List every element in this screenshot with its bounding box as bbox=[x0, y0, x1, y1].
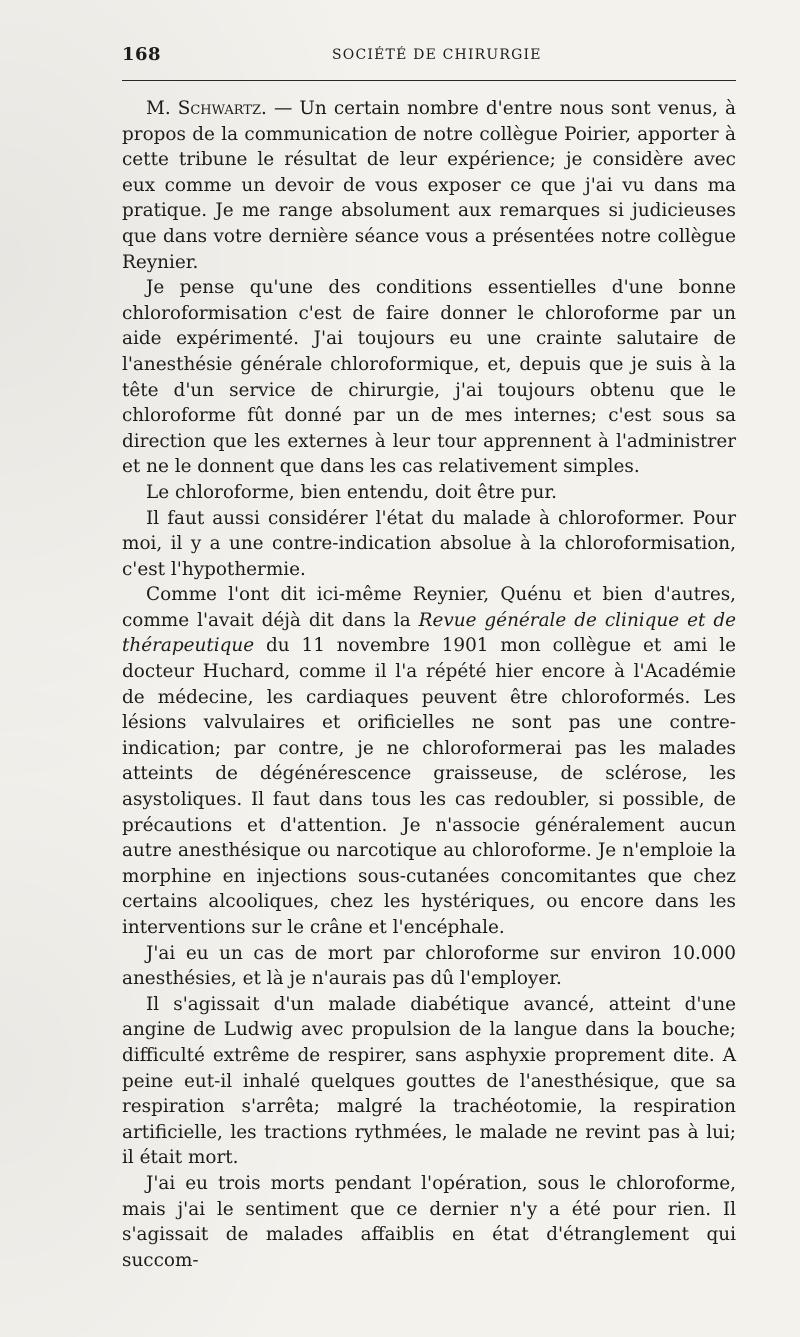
paragraph-text: du 11 novembre 1901 mon collègue et ami le docteur Huchard, comme il l'a répété hier encore à l'Académie de médecine, les cardiaques peuvent être chloroformés. Les lésions valvulaires et orificielles ne sont pas une contre-indication; par contre, je ne chloroformerai pas les malades atteints de dégénérescence graisseuse, de sclérose, les asystoliques. Il faut dans tous les cas redoubler, si possible, de précautions et d'attention. Je n'associe généralement aucun autre anesthésique ou narcotique au chloroforme. Je n'emploie la morphine en injections sous-cutanées concomitantes que chez certains alcooliques, chez les hystériques, ou encore dans les interventions sur le crâne et l'encéphale. bbox=[122, 635, 736, 938]
paragraph-three-deaths bbox=[122, 1171, 736, 1273]
page-number: 168 bbox=[122, 44, 162, 65]
paragraph-text: Je pense qu'une des conditions essentielles d'une bonne chloroformisation c'est de faire donner le chloroforme par un aide expérimenté. J'ai toujours eu une crainte salutaire de l'anesthésie générale chloroformique, et, depuis que je suis à la tête d'un service de chirurgie, j'ai toujours obtenu que le chloroforme fût donné par un de mes internes; c'est sous sa direction que les externes à leur tour apprennent à l'administrer et ne le donnent que dans les cas relativement simples. bbox=[122, 277, 736, 478]
paragraph-text: Il s'agissait d'un malade diabétique avancé, atteint d'une angine de Ludwig avec propulsion de la langue dans la bouche; difficulté extrême de respirer, sans asphyxie proprement dite. A peine eut-il inhalé quelques gouttes de l'anesthésique, que sa respiration s'arrêta; malgré la trachéotomie, la respiration artificielle, les tractions rythmées, le malade ne revint pas à lui; il était mort. bbox=[122, 993, 736, 1169]
body-text bbox=[122, 96, 736, 1273]
paragraph-diabetic-patient bbox=[122, 992, 736, 1171]
paragraph-schwartz-intro bbox=[122, 96, 736, 275]
running-title: SOCIÉTÉ DE CHIRURGIE bbox=[332, 47, 542, 63]
speaker-name: M. Schwartz. bbox=[146, 98, 267, 119]
journal-title: Revue générale de clinique et de thérapeutique bbox=[122, 609, 736, 657]
paragraph-conditions bbox=[122, 275, 736, 480]
paragraph-text: J'ai eu un cas de mort par chloroforme sur environ 10.000 anesthésies, et là je n'aurais pas dû l'employer. bbox=[122, 942, 736, 990]
paragraph-text: Il faut aussi considérer l'état du malade à chloroformer. Pour moi, il y a une contre-indication absolue à la chloroformisation, c'est l'hypothermie. bbox=[122, 507, 736, 580]
paragraph-cardiac-patients bbox=[122, 582, 736, 940]
paragraph-text: — Un certain nombre d'entre nous sont venus, à propos de la communication de notre collègue Poirier, apporter à cette tribune le résultat de leur expérience; je considère avec eux comme un devoir de vous exposer ce que j'ai vu dans ma pratique. Je me range absolument aux remarques si judicieuses que dans votre dernière séance vous a présentées notre collègue Reynier. bbox=[122, 98, 736, 273]
paragraph-text: Le chloroforme, bien entendu, doit être pur. bbox=[146, 481, 557, 503]
header-rule bbox=[122, 80, 736, 81]
paragraph-hypothermia bbox=[122, 506, 736, 583]
paragraph-text: Comme l'ont dit ici-même Reynier, Quénu et bien d'autres, comme l'avait déjà dit dans la bbox=[122, 584, 736, 631]
paragraph-text: J'ai eu trois morts pendant l'opération, sous le chloroforme, mais j'ai le sentiment que ce dernier n'y a été pour rien. Il s'agissait de malades affaiblis en état d'étranglement qui succom- bbox=[122, 1172, 736, 1271]
page-header bbox=[122, 44, 736, 72]
paragraph-death-case bbox=[122, 941, 736, 992]
paragraph-pure-chloroform bbox=[122, 480, 736, 506]
